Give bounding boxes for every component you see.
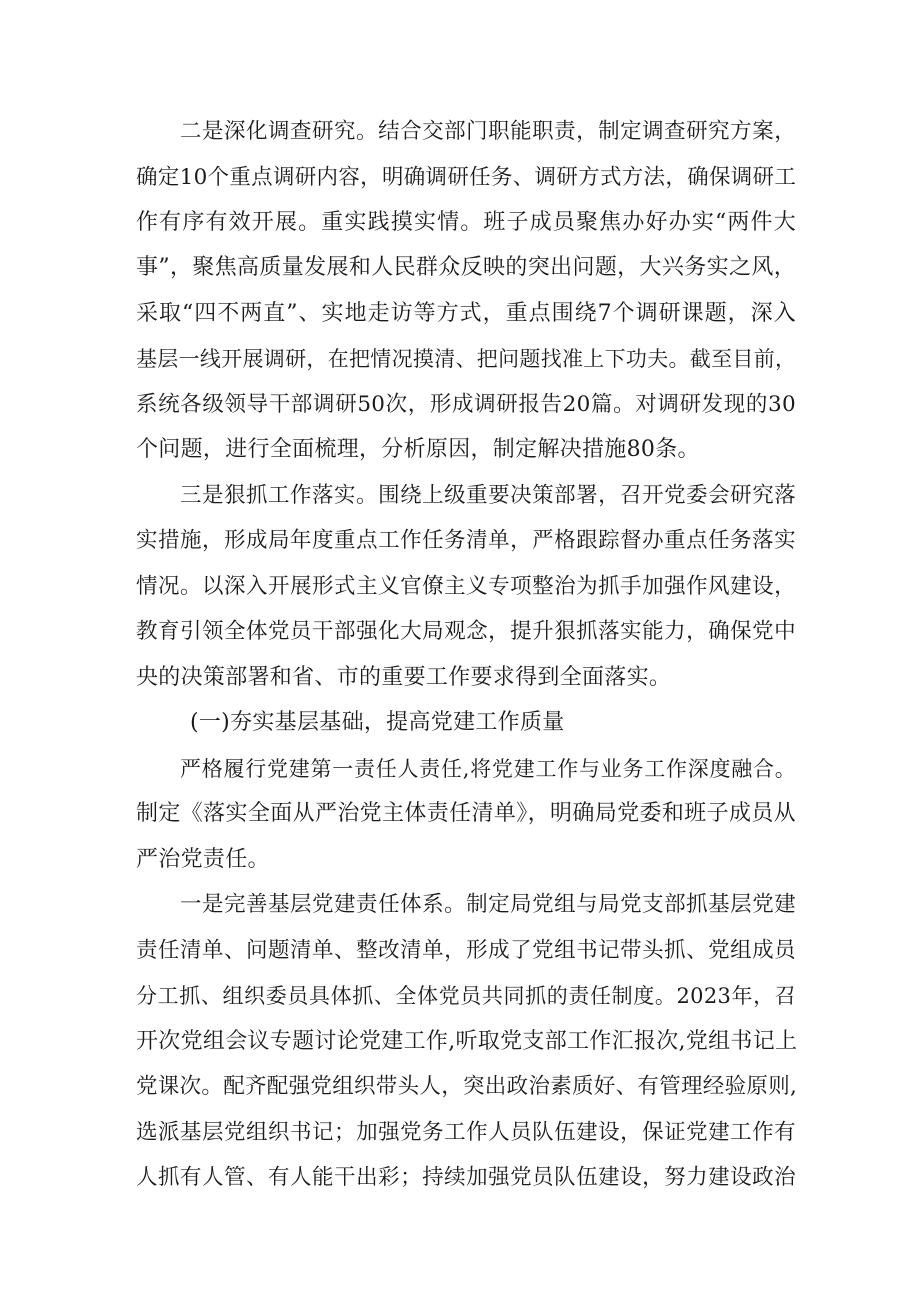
text-line: 党课次。配齐配强党组织带头人，突出政治素质好、有管理经验原则, [136,1074,798,1099]
text-line: 开次党组会议专题讨论党建工作,听取党支部工作汇报次,党组书记上 [136,1029,798,1054]
text-line: 一是完善基层党建责任体系。制定局党组与局党支部抓基层党建 [180,892,796,917]
text-line: 确定10个重点调研内容，明确调研任务、调研方式方法，确保调研工 [136,165,797,190]
text-line: 分工抓、组织委员具体抓、全体党员共同抓的责任制度。2023年，召 [136,984,796,1008]
text-line: 三是狠抓工作落实。围绕上级重要决策部署，召开党委会研究落 [180,483,796,508]
text-line: 个问题，进行全面梳理，分析原因，制定解决措施80条。 [136,437,700,462]
section-heading: (一)夯实基层基础，提高党建工作质量 [190,710,565,735]
text-line: 情况。以深入开展形式主义官僚主义专项整治为抓手加强作风建设， [136,574,796,599]
text-line: 人抓有人管、有人能干出彩；持续加强党员队伍建设，努力建设政治 [136,1165,796,1190]
text-line: 央的决策部署和省、市的重要工作要求得到全面落实。 [136,665,672,690]
text-line: 教育引领全体党员干部强化大局观念，提升狠抓落实能力，确保党中 [136,619,796,644]
text-line: 系统各级领导干部调研50次，形成调研报告20篇。对调研发现的30 [136,392,796,417]
text-line: 责任清单、问题清单、整改清单，形成了党组书记带头抓、党组成员 [136,938,796,963]
text-line: 采取“四不两直”、实地走访等方式，重点围绕7个调研课题，深入 [136,301,796,326]
text-line: 严治党责任。 [136,847,270,872]
text-line: 二是深化调查研究。结合交部门职能职责，制定调查研究方案， [180,119,796,144]
text-line: 实措施，形成局年度重点工作任务清单，严格跟踪督办重点任务落实 [136,528,796,553]
text-line: 事”，聚焦高质量发展和人民群众反映的突出问题，大兴务实之风， [136,255,796,280]
text-line: 制定《落实全面从严治党主体责任清单》，明确局党委和班子成员从 [136,801,796,826]
text-line: 基层一线开展调研，在把情况摸清、把问题找准上下功夫。截至目前， [136,347,797,371]
text-line: 选派基层党组织书记；加强党务工作人员队伍建设，保证党建工作有 [136,1120,796,1145]
text-line: 作有序有效开展。重实践摸实情。班子成员聚焦办好办实“两件大 [136,210,796,235]
text-line: 严格履行党建第一责任人责任,将党建工作与业务工作深度融合。 [180,757,796,781]
